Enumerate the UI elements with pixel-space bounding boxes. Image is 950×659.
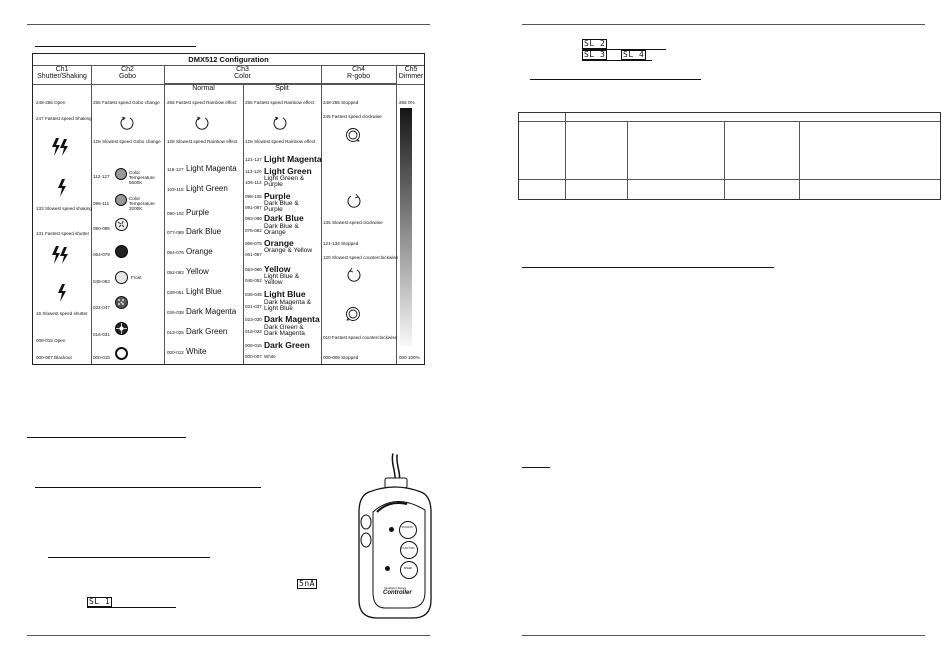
split-color-name: Light Blue & Yellow (264, 273, 300, 286)
split-color-range: 083-090 (245, 216, 262, 221)
sl2-display: SL 2 (584, 39, 606, 48)
table-rule (243, 83, 244, 364)
table-rule (565, 113, 566, 199)
sl3-display: SL 3 (584, 50, 606, 59)
split-color-name: Dark Magenta (264, 314, 320, 324)
gobo-cool-icon (115, 194, 127, 206)
ch2-range: 000-015 (93, 355, 110, 360)
ch2-entry: 255 Fastest speed Gobo change (93, 100, 160, 105)
standby-button[interactable] (399, 521, 417, 539)
split-color-range: 068-075 (245, 241, 262, 246)
ch1-entry: 248-255 Open (36, 100, 66, 105)
ch4-entry: 248-255 Stopped (323, 100, 359, 105)
function-label: FUNCTION (401, 547, 415, 550)
table-rule (396, 65, 397, 364)
dimmer-gradient-bar (400, 108, 412, 346)
smd-display: 5nA (299, 579, 315, 588)
ch2-range: 016-031 (93, 332, 110, 337)
sl34-underline (582, 60, 652, 61)
normal-color-range: 090-102 (167, 211, 184, 216)
split-color-name: White (264, 354, 276, 359)
ch5-top: 255 0% (399, 100, 415, 105)
split-color-name: Dark Magenta & Light Blue (264, 299, 311, 312)
section-underline (522, 467, 550, 468)
gobo-dots-icon (115, 296, 128, 309)
table-rule (627, 121, 628, 199)
section-underline (35, 487, 261, 488)
top-rule-left (27, 24, 430, 25)
table-rule (321, 65, 322, 364)
table-rule (519, 121, 940, 122)
ch2-range: 032-047 (93, 305, 110, 310)
ch1-entry: 247 Fastest speed Shaking (36, 116, 92, 121)
normal-color-range: 103-115 (167, 187, 184, 192)
split-color-range: 098-105 (245, 194, 262, 199)
split-entry: 255 Fastest speed Rainbow effect (245, 100, 315, 105)
blank-table (518, 112, 941, 200)
normal-color-range: 013-025 (167, 330, 184, 335)
counterclockwise-spiral-icon (345, 306, 361, 322)
sl4-display: SL 4 (623, 50, 645, 59)
split-color-range: 113-120 (245, 169, 262, 174)
standby-label: STAND BY (401, 526, 414, 529)
split-color-name: Yellow (264, 264, 291, 274)
sl1-underline (87, 607, 176, 608)
standby-indicator-icon (389, 527, 394, 532)
gobo-warm-icon (115, 168, 127, 180)
section-underline (522, 267, 774, 268)
normal-color-range: 052-063 (167, 270, 184, 275)
function-button[interactable] (400, 541, 418, 559)
split-color-range: 091-097 (245, 205, 262, 210)
ch1-entry: 000-007 Blackout (36, 355, 72, 360)
normal-color-name: Light Blue (186, 287, 222, 296)
table-rule (724, 121, 725, 199)
normal-subheader: Normal (192, 85, 215, 92)
gobo-pattern-icon (115, 218, 128, 231)
speed-button[interactable] (400, 561, 418, 579)
ch2-header: Ch2 Gobo (118, 66, 137, 80)
split-color-name: Light Blue (264, 289, 306, 299)
table-rule (165, 83, 396, 84)
dmx-configuration-table (32, 53, 425, 365)
table-rule (799, 121, 800, 199)
split-color-name: Light Green & Purple (264, 175, 305, 188)
ch2-range: 080-095 (93, 226, 110, 231)
ch4-entry: 000-009 Stopped (323, 355, 359, 360)
split-color-range: 046-052 (245, 278, 262, 283)
controller-name: Controller (383, 590, 412, 596)
clockwise-icon (347, 194, 361, 210)
ch4-entry: 121-134 Stopped (323, 241, 359, 246)
normal-entry: 128 Slowest speed Rainbow effect (167, 139, 238, 144)
split-color-range: 053-060 (245, 267, 262, 272)
split-color-range: 016-022 (245, 329, 262, 334)
ch2-range: 048-063 (93, 279, 110, 284)
table-rule (519, 179, 940, 180)
split-color-name: Dark Blue & Purple (264, 200, 299, 213)
split-color-name: Light Green (264, 166, 312, 176)
split-color-name: Dark Blue & Orange (264, 223, 299, 236)
bottom-rule-left (27, 635, 430, 636)
table-rule (164, 65, 165, 364)
normal-entry: 255 Fastest speed Rainbow effect (167, 100, 237, 105)
normal-color-range: 039-051 (167, 290, 184, 295)
normal-color-name: Light Green (186, 184, 228, 193)
normal-color-range: 026-038 (167, 310, 184, 315)
ch2-note: Frost (131, 275, 142, 280)
split-color-range: 023-030 (245, 317, 262, 322)
rotate-icon (195, 116, 209, 132)
controller-illustration (355, 452, 435, 622)
normal-color-name: Yellow (186, 267, 209, 276)
normal-color-name: Purple (186, 208, 210, 217)
gobo-spokes-icon (115, 322, 128, 335)
ch2-range: 112-127 (93, 174, 110, 179)
split-color-name: Light Magenta (264, 154, 322, 164)
strobe-single-icon (57, 179, 66, 197)
speed-indicator-icon (385, 566, 390, 571)
normal-color-range: 064-076 (167, 250, 184, 255)
ch2-range: 064-079 (93, 252, 110, 257)
ch2-range: 096-111 (93, 201, 110, 206)
heading-underline (35, 46, 196, 47)
split-color-range: 076-082 (245, 228, 262, 233)
split-color-range: 106-112 (245, 180, 262, 185)
split-color-name: Orange (264, 238, 294, 248)
ch2-entry: 128 Slowest speed Gobo change (93, 139, 161, 144)
normal-color-range: 077-089 (167, 230, 184, 235)
strobe-double-icon (51, 138, 69, 156)
controller-brand: Intelligent Series (384, 586, 407, 590)
split-color-name: Orange & Yellow (264, 247, 313, 254)
normal-color-name: Dark Blue (186, 227, 222, 236)
normal-color-name: Dark Green (186, 327, 228, 336)
split-color-range: 121-127 (245, 157, 262, 162)
section-underline (48, 557, 210, 558)
ch4-entry: 135 Slowest speed clockwise (323, 220, 383, 225)
clockwise-spiral-icon (345, 127, 361, 143)
split-color-name: Dark Blue (264, 213, 304, 223)
ch1-entry: 16 Slowest speed shutter (36, 311, 88, 316)
top-rule-right (522, 24, 925, 25)
split-color-range: 031-037 (245, 304, 262, 309)
rotate-icon (273, 116, 287, 132)
ch1-header: Ch1 Shutter/Shaking (37, 66, 87, 80)
normal-color-range: 116-127 (167, 167, 184, 172)
ch4-header: Ch4 R-gobo (347, 66, 370, 80)
split-subheader: Split (275, 85, 289, 92)
section-underline (530, 79, 701, 80)
split-color-range: 008-015 (245, 343, 262, 348)
ch4-entry: 120 Slowest speed counterclockwise (323, 255, 399, 260)
speed-label: SPEED (403, 567, 413, 570)
table-title: DMX512 Configuration (188, 55, 269, 64)
ch5-header: Ch5 Dimmer (398, 66, 424, 80)
normal-color-name: Orange (186, 247, 213, 256)
rotate-icon (120, 116, 134, 132)
counterclockwise-icon (347, 268, 361, 284)
normal-color-name: Light Magenta (186, 164, 237, 173)
split-entry: 128 Slowest speed Rainbow effect (245, 139, 316, 144)
ch1-entry: 008-015 Open (36, 338, 66, 343)
section-underline (27, 437, 186, 438)
normal-color-range: 000-012 (167, 350, 184, 355)
split-color-name: Dark Green & Dark Magenta (264, 324, 305, 337)
gobo-frost-icon (115, 271, 128, 284)
normal-color-name: White (186, 347, 207, 356)
split-color-range: 038-045 (245, 292, 262, 297)
normal-color-name: Dark Magenta (186, 307, 237, 316)
sl1-display: SL 1 (89, 597, 111, 606)
strobe-double-icon (51, 246, 69, 264)
ch4-entry: 010 Fastest speed counterclockwise (323, 335, 398, 340)
strobe-single-icon (57, 284, 66, 302)
table-rule (91, 65, 92, 364)
split-color-name: Purple (264, 191, 291, 201)
split-color-range: 061-067 (245, 252, 262, 257)
ch2-note: Color Temperature 3200K (129, 196, 155, 211)
ch3-header: Ch3 Color (234, 66, 251, 80)
ch2-note: Color Temperature 5600K (129, 170, 155, 185)
split-color-name: Dark Green (264, 340, 310, 350)
gobo-dark-icon (115, 245, 128, 258)
ch4-entry: 245 Fastest speed clockwise (323, 114, 382, 119)
ch1-entry: 133 Slowest speed shaking (36, 206, 92, 211)
ch5-bottom: 000 100% (399, 355, 420, 360)
ch1-entry: 131 Fastest speed shutter (36, 231, 90, 236)
bottom-rule-right (522, 635, 925, 636)
gobo-open-icon (115, 347, 128, 360)
split-color-range: 000-007 (245, 354, 262, 359)
